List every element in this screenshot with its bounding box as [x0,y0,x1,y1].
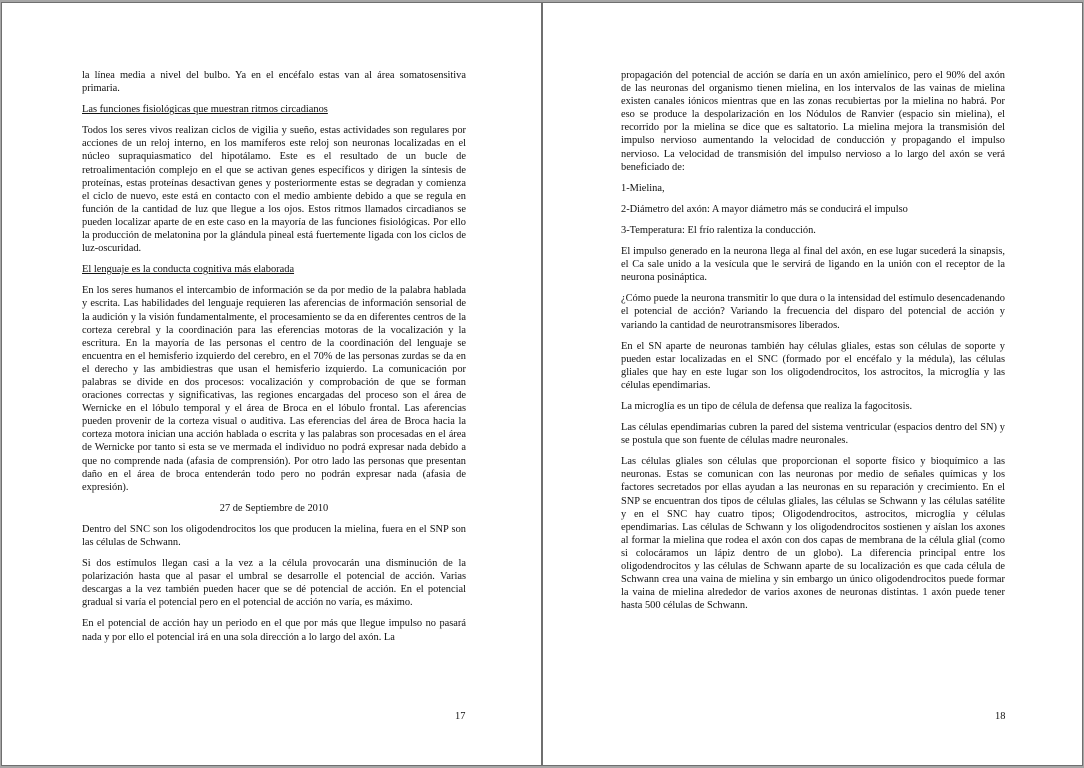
paragraph: Si dos estímulos llegan casi a la vez a la célula provocarán una disminución de la polarización hasta que al pasar el umbral se desarrolle el potencial de acción. Varias descargas a la vez también pueden hacer que se dé potencial de acción. En el potencial gradual si varía el potencial pero en el potencial de acción no varía, es máximo. [82,558,466,609]
paragraph: En el SN aparte de neuronas también hay células gliales, estas son células de soporte y pueden estar localizadas en el SNC (formado por el encéfalo y la médula), las células gliales que hay en este lugar son los oligodendrocitos, los astrocitos, la microglía y las células ependimarias. [621,340,1005,391]
list-item: 2-Diámetro del axón: A mayor diámetro más se conducirá el impulso [621,203,908,215]
paragraph: En los seres humanos el intercambio de información se da por medio de la palabra hablada y escrita. Las habilidades del lenguaje requieren las aferencias de información sensorial de la audición y la visión fundamentalmente, el procesamiento se da en diferentes centros de la corteza cerebral y la coordinación para las eferencias motoras de la vocalización y la escritura. En la mayoría de las personas el centro de la coordinación del lenguaje se encuentra en el hemisferio izquierdo del cerebro, en el 70% de las personas zurdas se da en el derecho y las ambidiestras que usan el hemisferio izquierdo. La comunicación por palabras se divide en dos procesos: vocalización y comprobación de que se forman oraciones correctas y significativas, las regiones encargadas del proceso son el área de Wernicke en el lóbulo temporal y el área de Broca en el lóbulo frontal. Las aferencias pueden provenir de la corteza visual o auditiva. Las eferencias del área de Broca hacia la corteza motora inician una acción hablada o escrita y las palabras son procesadas en el área de Wernicke por tanto si esta se ve mermada el individuo no podrá expresar nada debido a que no comprende nada (afasia de comprensión). Por otro lado las personas que presentan daño en el área de broca entenderán todo pero no podrán expresar nada (afasia de expresión). [82,285,466,493]
paragraph: Dentro del SNC son los oligodendrocitos los que producen la mielina, fuera en el SNP son las células de Schwann. [82,523,466,548]
paragraph: propagación del potencial de acción se daría en un axón amielínico, pero el 90% del axón de las neuronas del organismo tienen mielina, en los intervalos de las vainas de mielina existen canales iónicos mientras que en las zonas recubiertas por la mielina no habrá. Por eso se produce la despolarización en los Nódulos de Ranvier (espacio sin mielina), el recorrido por la mielina se dice que es saltatorio. La mielina mejora la transmisión del impulso nervioso aumentando la velocidad de conducción y propagando el impulso nervioso. La velocidad de transmisión del impulso nervioso a lo largo del axón se verá beneficiado de: [621,70,1005,173]
paragraph: Las células ependimarias cubren la pared del sistema ventricular (espacios dentro del SN) y se postula que son fuente de células madre neuronales. [621,422,1005,447]
paragraph: Todos los seres vivos realizan ciclos de vigilia y sueño, estas actividades son regulares por acciones de un reloj interno, en los mamíferos este reloj son neuronas localizadas en el núcleo supraquiasmatico del hipotálamo. Este es el resultado de un bucle de retroalimentación complejo en el que se activan genes específicos y dirigen la síntesis de proteínas, estas proteínas desactivan genes y posteriormente estas se degradan y comienza el ciclo de nuevo, este está en contacto con el medio ambiente debido a que se regula en función de la cantidad de luz que llegue a los ojos. Estos ritmos llamados circadianos se pueden localizar aparte de en este caso en la mayoría de las funciones fisiológicas. Por ello la producción de melatonina por la glándula pineal está fuertemente ligada con los ciclos de luz-oscuridad. [82,125,466,255]
paragraph: La microglía es un tipo de célula de defensa que realiza la fagocitosis. [621,400,913,412]
paragraph: Las células gliales son células que proporcionan el soporte físico y bioquímico a las neuronas. Estas se comunican con las neuronas por medio de señales químicas y los factores secretados por ellas ayudan a las neuronas en su reparación y crecimiento. En el SNP se encuentran dos tipos de células gliales, las células se Schwann y las células satélite y en el SNC hay cuatro tipos; Oligodendrocitos, astrocitos, microglía y células ependimarias. Las células de Schwann y los oligodendrocitos sostienen y aíslan los axones al formar la mielina que rodea el axón con dos capas de membrana de la célula glial (como si colocáramos un lápiz dentro de un globo). La diferencia principal entre los oligodendrocitos y las células de Schwann aparte de su localización es que cada célula de Schwann crea una vaina de mielina y sin embargo un único oligodendrocitos puede formar la vaina de mielina alrededor de varios axones de neuronas distintas. 1 axón puede tener hasta 500 células de Schwann. [621,456,1005,612]
page-17 [1,2,542,766]
page-number: 18 [995,711,1006,722]
paragraph: El impulso generado en la neurona llega al final del axón, en ese lugar sucederá la sinapsis, el Ca sale unido a la vesícula que le servirá de ligando en la unión con el receptor de la neurona posináptica. [621,246,1005,284]
paragraph: En el potencial de acción hay un periodo en el que por más que llegue impulso no pasará nada y por ello el potencial irá en una sola dirección a lo largo del axón. La [82,618,466,643]
paragraph: ¿Cómo puede la neurona transmitir lo que dura o la intensidad del estímulo desencadenando el potencial de acción? Variando la frecuencia del disparo del potencial de acción y variando la cantidad de neurotransmisores liberados. [621,293,1005,331]
page-18 [542,2,1083,766]
list-item: 1-Mielina, [621,182,665,194]
page-number: 17 [455,711,466,722]
paragraph: la línea media a nivel del bulbo. Ya en el encéfalo estas van al área somatosensitiva primaria. [82,70,466,95]
page-18-text [621,69,1005,620]
section-heading-language: El lenguaje es la conducta cognitiva más elaborada [82,264,295,276]
section-heading-circadian-rhythms: Las funciones fisiológicas que muestran ritmos circadianos [82,104,328,116]
list-item: 3-Temperatura: El frío ralentiza la conducción. [621,224,816,236]
page-17-text [82,69,466,652]
date-heading: 27 de Septiembre de 2010 [219,502,329,514]
